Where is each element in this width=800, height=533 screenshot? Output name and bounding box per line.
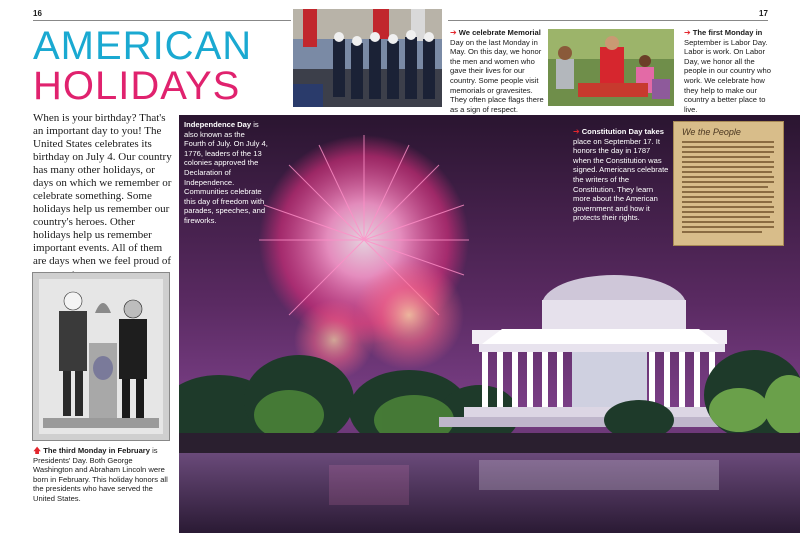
constitution-document-image bbox=[674, 122, 783, 245]
presidents-day-caption bbox=[33, 446, 173, 504]
constitution-caption-body: place on September 17. It honors the day in 1787 when the Constitution was signed. Americans celebrate the writers of the Constitution. They learn more about the American government and how it protects their rights. bbox=[573, 136, 669, 223]
title-line-2: HOLIDAYS bbox=[33, 64, 241, 108]
labor-caption-body: September is Labor Day. Labor is work. On Labor Day, we honor all the people in our country who work. We celebrate how they help to make our country a better place to live. bbox=[684, 37, 771, 114]
arrow-right-icon: ➔ bbox=[450, 28, 457, 37]
memorial-day-caption bbox=[450, 28, 550, 114]
title-line-1: AMERICAN bbox=[33, 24, 253, 68]
washington-lincoln-engraving bbox=[33, 273, 169, 440]
memorial-caption-lead: We celebrate Memorial bbox=[458, 28, 541, 37]
constitution-caption-lead: Constitution Day takes bbox=[581, 127, 664, 136]
presidents-caption-body: is Presidents' Day. Both George Washington and Abraham Lincoln were born in February. This holiday honors all the presidents who have served the United States. bbox=[33, 446, 168, 503]
page-number-right: 17 bbox=[759, 9, 768, 18]
header-rule-left bbox=[33, 20, 291, 21]
independence-day-caption bbox=[184, 120, 268, 226]
page-number-left: 16 bbox=[33, 9, 42, 18]
labor-day-picnic-photo bbox=[548, 29, 674, 106]
independence-caption-body: is also known as the Fourth of July. On July 4, 1776, leaders of the 13 colonies approved the Declaration of Independence. Communities celebrate this day of freedom with parades, speeches, and fireworks. bbox=[184, 120, 268, 225]
memorial-caption-body: Day on the last Monday in May. On this day, we honor the men and women who gave their lives for our country. Some people visit memorials or gravesites. They often place flags there as a sign of respect. bbox=[450, 37, 544, 114]
labor-caption-lead: The first Monday in bbox=[692, 28, 763, 37]
labor-day-caption bbox=[684, 28, 776, 114]
presidents-caption-lead: The third Monday in February bbox=[43, 446, 150, 455]
independence-caption-lead: Independence Day bbox=[184, 120, 252, 129]
arrow-up-icon: 🡅 bbox=[33, 446, 42, 455]
header-rule-right bbox=[448, 20, 768, 21]
arrow-right-icon: ➔ bbox=[684, 28, 691, 37]
memorial-day-parade-photo bbox=[293, 9, 442, 107]
constitution-day-caption bbox=[573, 127, 669, 223]
document-heading: We the People bbox=[682, 127, 741, 137]
intro-paragraph: When is your birthday? That's an important day to you! The United States celebrates its birthday on July 4. Our country has many other holidays, or days on which we remember or celebrate something. Some holidays help us remember our country's heroes. Other holidays help us remember important events. All of them are days when we feel proud of bbox=[33, 112, 172, 267]
arrow-right-icon: ➔ bbox=[573, 127, 580, 136]
